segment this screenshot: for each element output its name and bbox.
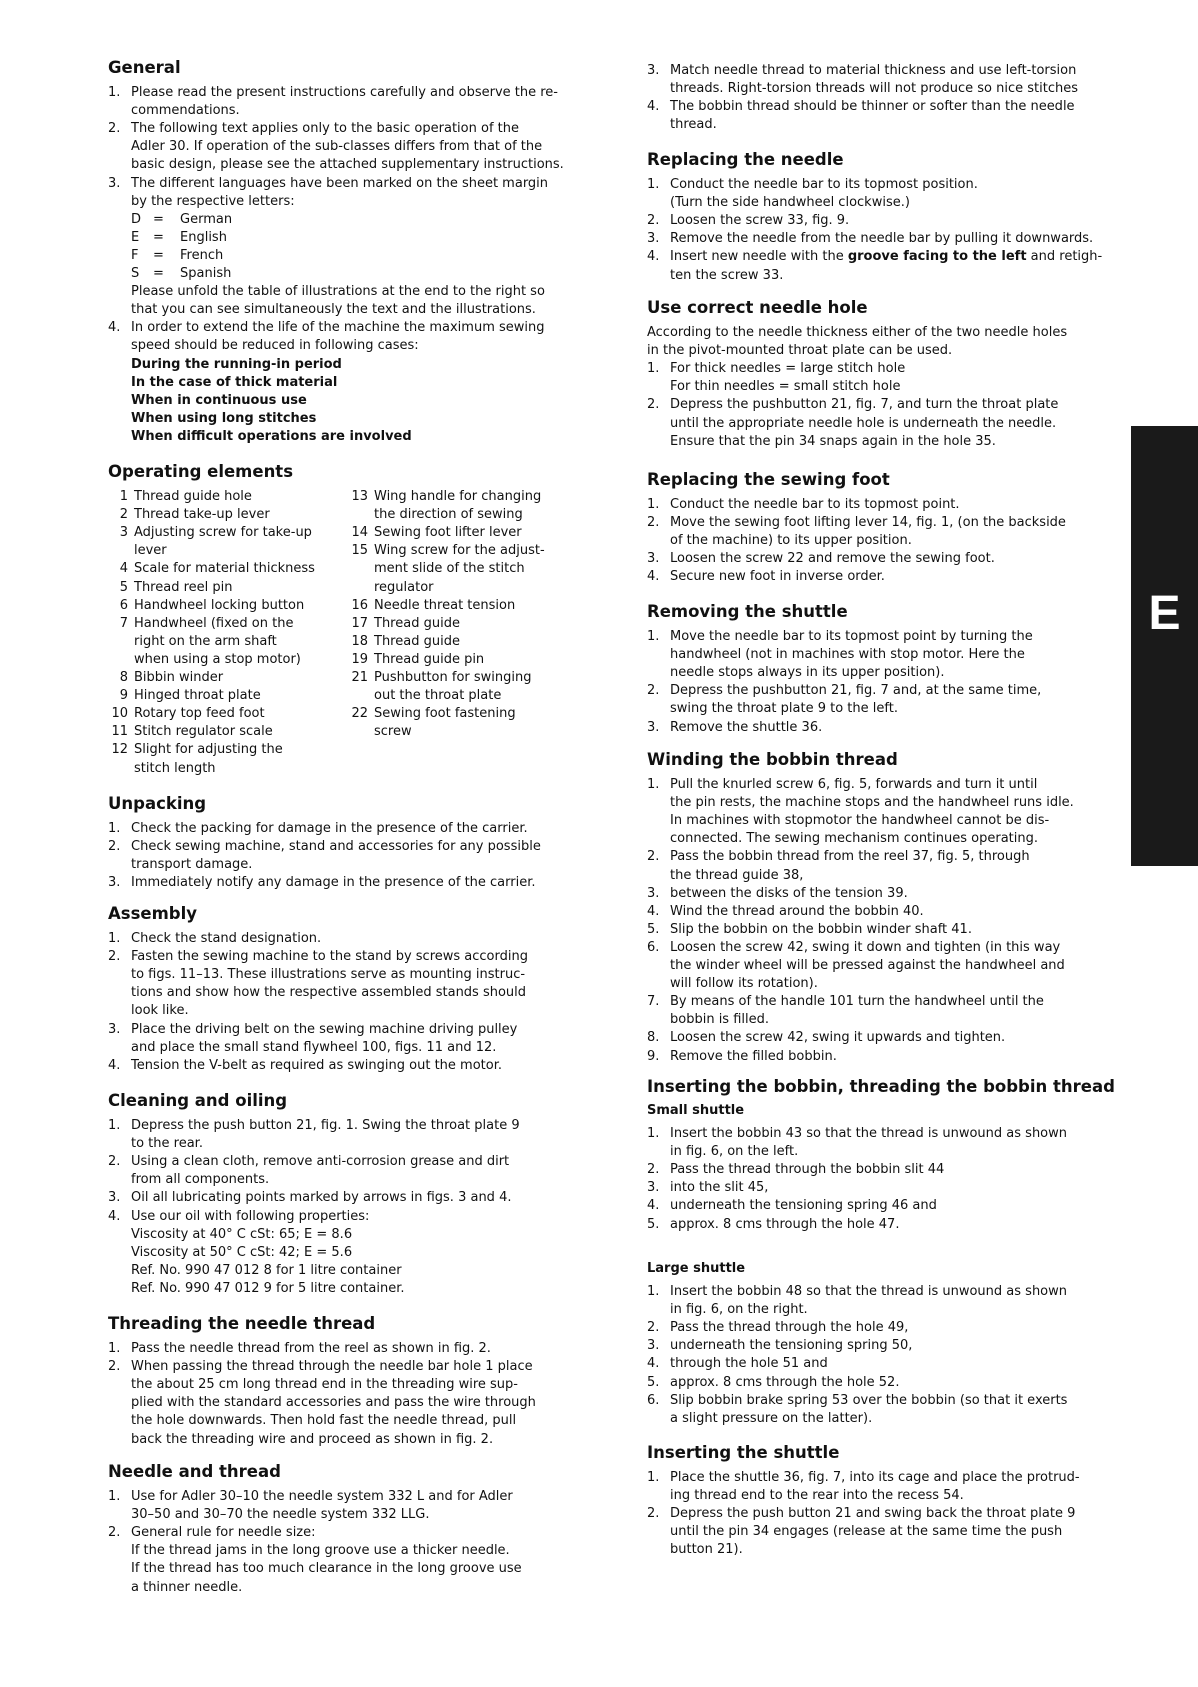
- item-text: Insert the bobbin 43 so that the thread is unwound as shown: [670, 1126, 1068, 1141]
- item-text: threads. Right-torsion threads will not produce so nice stitches: [670, 81, 1078, 97]
- language-eq: =: [153, 247, 164, 263]
- element-number: 8: [119, 670, 128, 685]
- item-number: 1.: [647, 629, 660, 644]
- element-label: Thread reel pin: [134, 579, 233, 595]
- element-label: Needle threat tension: [374, 597, 516, 613]
- element-label: Thread guide pin: [374, 651, 485, 667]
- element-number: 1: [119, 489, 128, 504]
- item-text: Insert the bobbin 48 so that the thread is unwound as shown: [670, 1284, 1068, 1299]
- item-text: ten the screw 33.: [670, 267, 784, 283]
- element-label: Handwheel locking button: [134, 597, 305, 613]
- item-text: thread.: [670, 117, 717, 133]
- item-text: Pass the bobbin thread from the reel 37, fig. 5, through: [670, 849, 1030, 865]
- language-name: French: [180, 247, 224, 263]
- item-number: 1.: [108, 1489, 121, 1504]
- language-tab-letter: E: [1148, 587, 1181, 640]
- item-number: 3.: [647, 1180, 660, 1196]
- item-text: Viscosity at 50° C cSt: 42; E = 5.6: [131, 1244, 353, 1260]
- item-number: 4.: [647, 249, 660, 265]
- item-text: Ref. No. 990 47 012 9 for 5 litre container.: [131, 1280, 405, 1296]
- item-text: General rule for needle size:: [131, 1525, 316, 1541]
- item-text: By means of the handle 101 turn the handwheel until the: [670, 994, 1044, 1010]
- item-number: 3.: [647, 1338, 660, 1354]
- item-text: For thick needles = large stitch hole: [670, 361, 906, 377]
- item-text: the thread guide 38,: [670, 867, 804, 883]
- item-text: Loosen the screw 22 and remove the sewing foot.: [670, 551, 995, 567]
- item-number: 3.: [108, 175, 121, 191]
- item-number: 3.: [108, 875, 121, 891]
- item-text: speed should be reduced in following cases:: [131, 338, 419, 354]
- item-number: 1.: [108, 1118, 121, 1133]
- item-text: Slip bobbin brake spring 53 over the bobbin (so that it exerts: [670, 1392, 1068, 1408]
- item-text: The bobbin thread should be thinner or softer than the needle: [670, 99, 1075, 115]
- reduced-speed-case: When using long stitches: [131, 410, 317, 426]
- item-text: Loosen the screw 33, fig. 9.: [670, 213, 850, 229]
- item-text: underneath the tensioning spring 46 and: [670, 1198, 937, 1214]
- intro-text: in the pivot-mounted throat plate can be used.: [647, 343, 953, 359]
- item-number: 1.: [647, 1470, 660, 1485]
- element-label: lever: [134, 543, 167, 559]
- unpacking-heading: Unpacking: [108, 794, 207, 813]
- item-number: 2.: [647, 1162, 660, 1178]
- item-text: Depress the pushbutton 21, fig. 7 and, at the same time,: [670, 683, 1042, 699]
- item-text: from all components.: [131, 1172, 270, 1188]
- item-text: Ensure that the pin 34 snaps again in the hole 35.: [670, 433, 996, 449]
- item-text: Check sewing machine, stand and accessories for any possible: [131, 839, 541, 855]
- item-text: Conduct the needle bar to its topmost point.: [670, 497, 960, 512]
- item-number: 1.: [647, 177, 660, 192]
- item-text: When passing the thread through the needle bar hole 1 place: [131, 1359, 533, 1375]
- item-text: button 21).: [670, 1542, 743, 1558]
- item-number: 4.: [108, 320, 121, 336]
- item-text: Loosen the screw 42, swing it down and tighten (in this way: [670, 939, 1061, 955]
- item-text: will follow its rotation).: [670, 976, 818, 992]
- item-number: 4.: [108, 1057, 121, 1073]
- element-number: 14: [351, 525, 368, 541]
- needle-thread-heading: Needle and thread: [108, 1462, 281, 1481]
- element-number: 6: [119, 597, 128, 613]
- element-number: 21: [351, 670, 368, 685]
- item-number: 1.: [108, 1341, 121, 1356]
- item-number: 3.: [647, 63, 660, 78]
- item-text: transport damage.: [131, 857, 253, 873]
- inserting-bobbin-heading: Inserting the bobbin, threading the bobbin thread: [647, 1077, 1115, 1096]
- item-text: a slight pressure on the latter).: [670, 1410, 873, 1426]
- item-text: Please unfold the table of illustrations at the end to the right so: [131, 284, 545, 300]
- element-number: 22: [351, 706, 368, 722]
- element-label: Thread take-up lever: [134, 507, 270, 523]
- item-text: in fig. 6, on the left.: [670, 1144, 799, 1160]
- item-number: 2.: [108, 1154, 121, 1170]
- item-text: into the slit 45,: [670, 1180, 769, 1196]
- element-label: Thread guide hole: [134, 489, 252, 504]
- element-label: Hinged throat plate: [134, 688, 261, 704]
- item-number: 3.: [108, 1190, 121, 1206]
- groove-emphasis: groove facing to the left: [847, 249, 1027, 265]
- language-name: Spanish: [180, 266, 232, 281]
- element-number: 5: [119, 579, 128, 595]
- item-text: tions and show how the respective assembled stands should: [131, 985, 527, 1001]
- element-number: 2: [119, 507, 128, 523]
- item-text: Remove the needle from the needle bar by pulling it downwards.: [670, 231, 1094, 247]
- element-number: 12: [111, 742, 128, 758]
- item-number: 6.: [647, 1392, 660, 1408]
- element-label: Wing screw for the adjust-: [374, 543, 545, 559]
- item-text: Depress the pushbutton 21, fig. 7, and turn the throat plate: [670, 397, 1059, 413]
- item-text: Pull the knurled screw 6, fig. 5, forwards and turn it until: [670, 777, 1038, 792]
- item-text: handwheel (not in machines with stop motor. Here the: [670, 647, 1025, 663]
- cleaning-oiling-heading: Cleaning and oiling: [108, 1091, 288, 1110]
- element-number: 16: [351, 597, 368, 613]
- item-text: Secure new foot in inverse order.: [670, 569, 885, 585]
- item-number: 2.: [647, 1320, 660, 1336]
- item-text: Oil all lubricating points marked by arrows in figs. 3 and 4.: [131, 1190, 512, 1206]
- inserting-shuttle-heading: Inserting the shuttle: [647, 1443, 840, 1462]
- item-text: basic design, please see the attached supplementary instructions.: [131, 157, 564, 173]
- threading-heading: Threading the needle thread: [108, 1314, 376, 1333]
- item-text: Use for Adler 30–10 the needle system 332 L and for Adler: [131, 1489, 513, 1504]
- language-code: D: [131, 211, 142, 227]
- item-text: Loosen the screw 42, swing it upwards and tighten.: [670, 1030, 1006, 1046]
- item-number: 3.: [647, 231, 660, 247]
- element-label: Wing handle for changing: [374, 489, 542, 504]
- winding-bobbin-heading: Winding the bobbin thread: [647, 750, 898, 769]
- element-number: 19: [351, 651, 368, 667]
- element-label: Slight for adjusting the: [134, 742, 283, 758]
- element-label: Adjusting screw for take-up: [134, 525, 312, 541]
- item-text: that you can see simultaneously the text and the illustrations.: [131, 302, 536, 318]
- reduced-speed-case: When difficult operations are involved: [131, 428, 412, 444]
- item-text: by the respective letters:: [131, 193, 295, 209]
- element-label: out the throat plate: [374, 688, 502, 704]
- item-text: Slip the bobbin on the bobbin winder shaft 41.: [670, 921, 972, 937]
- item-number: 4.: [108, 1208, 121, 1224]
- item-text: Immediately notify any damage in the presence of the carrier.: [131, 875, 536, 891]
- item-number: 2.: [647, 683, 660, 699]
- element-number: 3: [119, 525, 128, 541]
- item-number: 5.: [647, 1374, 660, 1390]
- item-number: 2.: [108, 1359, 121, 1375]
- item-number: 2.: [108, 1525, 121, 1541]
- item-text: approx. 8 cms through the hole 47.: [670, 1216, 900, 1232]
- item-text: connected. The sewing mechanism continues operating.: [670, 831, 1038, 847]
- item-number: 1.: [647, 777, 660, 792]
- item-text: back the threading wire and proceed as shown in fig. 2.: [131, 1431, 494, 1447]
- item-number: 1.: [108, 85, 121, 100]
- item-text: underneath the tensioning spring 50,: [670, 1338, 913, 1354]
- language-eq: =: [153, 229, 164, 245]
- item-text: plied with the standard accessories and pass the wire through: [131, 1395, 536, 1411]
- item-number: 4.: [647, 1198, 660, 1214]
- item-text: In order to extend the life of the machine the maximum sewing: [131, 320, 545, 336]
- element-number: 7: [119, 615, 128, 631]
- item-text: Place the shuttle 36, fig. 7, into its cage and place the protrud-: [670, 1470, 1080, 1485]
- item-number: 1.: [647, 1126, 660, 1141]
- item-text: needle stops always in its upper position).: [670, 665, 945, 681]
- general-heading: General: [108, 58, 181, 77]
- item-number: 3.: [647, 885, 660, 901]
- item-text: the pin rests, the machine stops and the handwheel runs idle.: [670, 795, 1074, 811]
- item-text: If the thread has too much clearance in the long groove use: [131, 1561, 522, 1577]
- item-text: swing the throat plate 9 to the left.: [670, 701, 898, 717]
- item-text-part: Insert new needle with the: [670, 249, 848, 265]
- element-label: Stitch regulator scale: [134, 724, 273, 740]
- item-text: through the hole 51 and: [670, 1356, 828, 1372]
- item-number: 2.: [108, 839, 121, 855]
- item-text: Ref. No. 990 47 012 8 for 1 litre container: [131, 1262, 402, 1278]
- element-label: screw: [374, 724, 412, 740]
- item-text: between the disks of the tension 39.: [670, 885, 908, 901]
- item-number: 1.: [647, 1284, 660, 1299]
- item-text: to figs. 11–13. These illustrations serve as mounting instruc-: [131, 967, 526, 983]
- item-text: Move the sewing foot lifting lever 14, fig. 1, (on the backside: [670, 515, 1066, 531]
- language-tab: [1131, 426, 1198, 866]
- item-number: 3.: [647, 551, 660, 567]
- element-label: Scale for material thickness: [134, 561, 315, 577]
- item-text: until the pin 34 engages (release at the same time the push: [670, 1524, 1063, 1540]
- element-label: Pushbutton for swinging: [374, 670, 532, 685]
- item-text: 30–50 and 30–70 the needle system 332 LLG.: [131, 1507, 430, 1523]
- item-text: Tension the V-belt as required as swinging out the motor.: [131, 1057, 502, 1073]
- item-number: 4.: [647, 903, 660, 919]
- language-code: S: [131, 266, 140, 281]
- item-text: Use our oil with following properties:: [131, 1208, 370, 1224]
- language-name: English: [180, 229, 227, 245]
- item-text: Conduct the needle bar to its topmost position.: [670, 177, 978, 192]
- item-number: 9.: [647, 1048, 660, 1064]
- item-number: 2.: [647, 849, 660, 865]
- item-number: 7.: [647, 994, 660, 1010]
- item-text-part: and retigh-: [1026, 249, 1103, 265]
- item-text: (Turn the side handwheel clockwise.): [670, 195, 910, 211]
- language-eq: =: [153, 211, 164, 227]
- item-text: For thin needles = small stitch hole: [670, 379, 901, 395]
- item-text: the hole downwards. Then hold fast the needle thread, pull: [131, 1413, 517, 1429]
- item-text: Viscosity at 40° C cSt: 65; E = 8.6: [131, 1226, 353, 1242]
- element-number: 17: [351, 615, 368, 631]
- item-text: Wind the thread around the bobbin 40.: [670, 903, 924, 919]
- reduced-speed-case: During the running-in period: [131, 356, 342, 372]
- item-number: 5.: [647, 1216, 660, 1232]
- item-number: 3.: [647, 719, 660, 735]
- intro-text: According to the needle thickness either of the two needle holes: [647, 325, 1068, 340]
- language-code: E: [131, 229, 140, 245]
- item-number: 6.: [647, 939, 660, 955]
- item-text: to the rear.: [131, 1136, 203, 1152]
- item-text: The following text applies only to the basic operation of the: [131, 121, 519, 137]
- item-text: approx. 8 cms through the hole 52.: [670, 1374, 900, 1390]
- item-number: 1.: [108, 931, 121, 946]
- item-number: 2.: [108, 949, 121, 965]
- element-label: right on the arm shaft: [134, 633, 277, 649]
- element-label: regulator: [374, 579, 434, 595]
- item-text: The different languages have been marked on the sheet margin: [131, 175, 549, 191]
- item-text: a thinner needle.: [131, 1579, 243, 1595]
- element-label: Bibbin winder: [134, 670, 224, 685]
- element-number: 10: [111, 706, 128, 722]
- element-number: 15: [351, 543, 368, 559]
- element-label: when using a stop motor): [134, 651, 301, 667]
- item-text: Remove the shuttle 36.: [670, 719, 823, 735]
- item-text: Depress the push button 21 and swing back the throat plate 9: [670, 1506, 1076, 1522]
- element-label: Thread guide: [374, 615, 460, 631]
- reduced-speed-case: In the case of thick material: [131, 374, 338, 390]
- item-number: 3.: [108, 1021, 121, 1037]
- item-text: Pass the needle thread from the reel as shown in fig. 2.: [131, 1341, 491, 1356]
- item-number: 1.: [108, 821, 121, 836]
- item-text: Move the needle bar to its topmost point by turning the: [670, 629, 1033, 644]
- element-number: 13: [351, 489, 368, 504]
- item-text: Please read the present instructions carefully and observe the re-: [131, 85, 558, 100]
- large-shuttle-heading: Large shuttle: [647, 1261, 746, 1276]
- item-text: in fig. 6, on the right.: [670, 1302, 808, 1318]
- language-eq: =: [153, 266, 164, 281]
- item-text: commendations.: [131, 103, 240, 119]
- item-number: 4.: [647, 99, 660, 115]
- item-text: Pass the thread through the bobbin slit 44: [670, 1162, 945, 1178]
- element-label: Thread guide: [374, 633, 460, 649]
- item-text: Adler 30. If operation of the sub-classes differs from that of the: [131, 139, 543, 155]
- item-number: 2.: [647, 213, 660, 229]
- item-number: 4.: [647, 1356, 660, 1372]
- element-number: 11: [111, 724, 128, 740]
- replacing-foot-heading: Replacing the sewing foot: [647, 470, 890, 489]
- item-text: the winder wheel will be pressed against the handwheel and: [670, 958, 1065, 973]
- item-text: ing thread end to the rear into the recess 54.: [670, 1488, 964, 1504]
- item-text: If the thread jams in the long groove use a thicker needle.: [131, 1543, 510, 1559]
- item-number: 1.: [647, 497, 660, 512]
- replacing-needle-heading: Replacing the needle: [647, 150, 844, 169]
- language-code: F: [131, 247, 139, 263]
- item-text: Depress the push button 21, fig. 1. Swing the throat plate 9: [131, 1118, 520, 1133]
- item-number: 2.: [108, 121, 121, 137]
- element-label: Rotary top feed foot: [134, 706, 265, 722]
- item-text: look like.: [131, 1003, 189, 1019]
- item-text: Check the stand designation.: [131, 931, 322, 946]
- element-number: 4: [119, 561, 128, 577]
- item-text: Match needle thread to material thickness and use left-torsion: [670, 63, 1077, 78]
- reduced-speed-case: When in continuous use: [131, 392, 307, 408]
- item-number: 2.: [647, 1506, 660, 1522]
- operating-elements-heading: Operating elements: [108, 462, 294, 481]
- element-number: 9: [119, 688, 128, 704]
- item-text: In machines with stopmotor the handwheel cannot be dis-: [670, 813, 1050, 829]
- item-text: Pass the thread through the hole 49,: [670, 1320, 909, 1336]
- item-text: [670, 248, 1102, 266]
- needle-hole-heading: Use correct needle hole: [647, 298, 868, 317]
- language-name: German: [180, 211, 233, 227]
- item-number: 8.: [647, 1030, 660, 1046]
- item-text: of the machine) to its upper position.: [670, 533, 912, 549]
- element-label: the direction of sewing: [374, 507, 523, 523]
- item-text: bobbin is filled.: [670, 1012, 770, 1028]
- item-text: and place the small stand flywheel 100, figs. 11 and 12.: [131, 1039, 497, 1055]
- item-text: until the appropriate needle hole is underneath the needle.: [670, 415, 1057, 431]
- element-label: Sewing foot lifter lever: [374, 525, 522, 541]
- assembly-heading: Assembly: [108, 904, 198, 923]
- element-label: Sewing foot fastening: [374, 706, 516, 722]
- item-text: Remove the filled bobbin.: [670, 1048, 837, 1064]
- item-text: Check the packing for damage in the presence of the carrier.: [131, 821, 528, 836]
- item-text: the about 25 cm long thread end in the threading wire sup-: [131, 1377, 518, 1393]
- item-number: 4.: [647, 569, 660, 585]
- element-label: ment slide of the stitch: [374, 561, 525, 577]
- item-number: 5.: [647, 921, 660, 937]
- item-text: Place the driving belt on the sewing machine driving pulley: [131, 1021, 518, 1037]
- item-number: 2.: [647, 515, 660, 531]
- item-number: 1.: [647, 361, 660, 377]
- element-label: Handwheel (fixed on the: [134, 615, 294, 631]
- small-shuttle-heading: Small shuttle: [647, 1103, 745, 1118]
- removing-shuttle-heading: Removing the shuttle: [647, 602, 848, 621]
- item-text: Fasten the sewing machine to the stand by screws according: [131, 949, 528, 965]
- element-number: 18: [351, 633, 368, 649]
- item-text: Using a clean cloth, remove anti-corrosion grease and dirt: [131, 1154, 510, 1170]
- element-label: stitch length: [134, 760, 216, 776]
- item-number: 2.: [647, 397, 660, 413]
